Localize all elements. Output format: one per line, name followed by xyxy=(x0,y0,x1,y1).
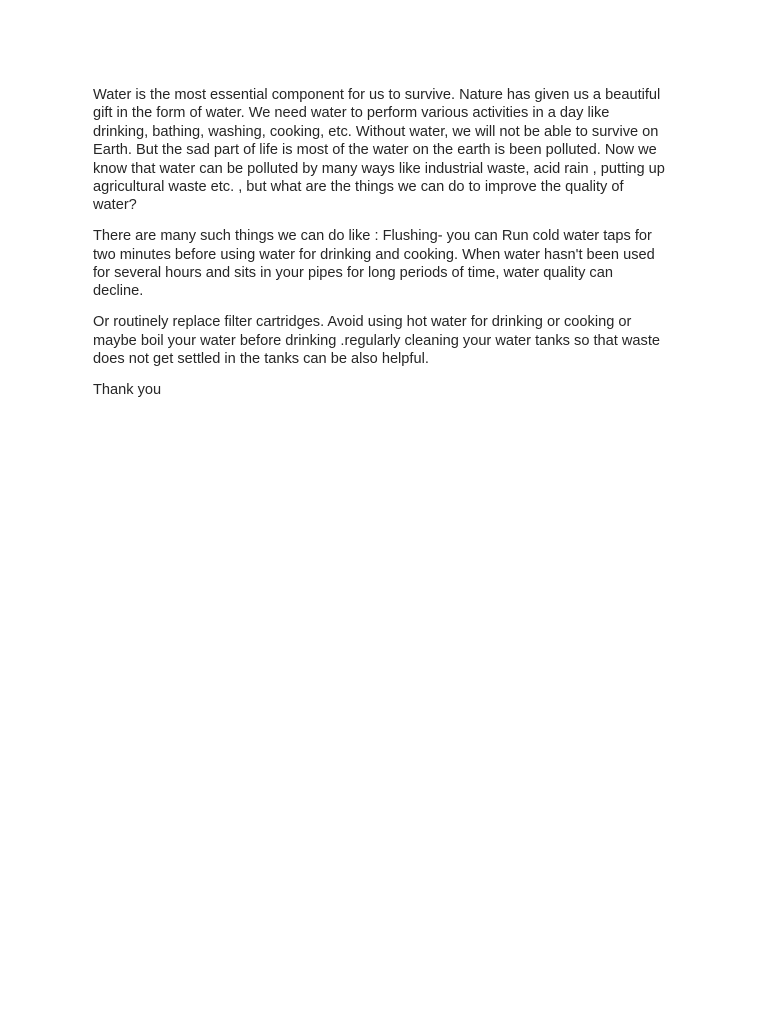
paragraph-closing: Thank you xyxy=(93,381,162,398)
paragraph-flushing: There are many such things we can do like : Flushing- you can Run cold water taps for two minutes before using water for drinking and cooking. When water hasn't been used for several hours and sits in your pipes for long periods of time, water quality can decline. xyxy=(93,228,655,300)
paragraph-filters-and-tanks: Or routinely replace filter cartridges. Avoid using hot water for drinking or cooking or maybe boil your water before drinking .regularly cleaning your water tanks so that waste does not get settled in the tanks can be also helpful. xyxy=(93,314,661,368)
document-body xyxy=(93,86,681,412)
paragraph-water-importance: Water is the most essential component for us to survive. Nature has given us a beautiful gift in the form of water. We need water to perform various activities in a day like drinking, bathing, washing, cooking, etc. Without water, we will not be able to survive on Earth. But the sad part of life is most of the water on the earth is been polluted. Now we know that water can be polluted by many ways like industrial waste, acid rain , putting up agricultural waste etc. , but what are the things we can do to improve the quality of water? xyxy=(93,87,665,214)
